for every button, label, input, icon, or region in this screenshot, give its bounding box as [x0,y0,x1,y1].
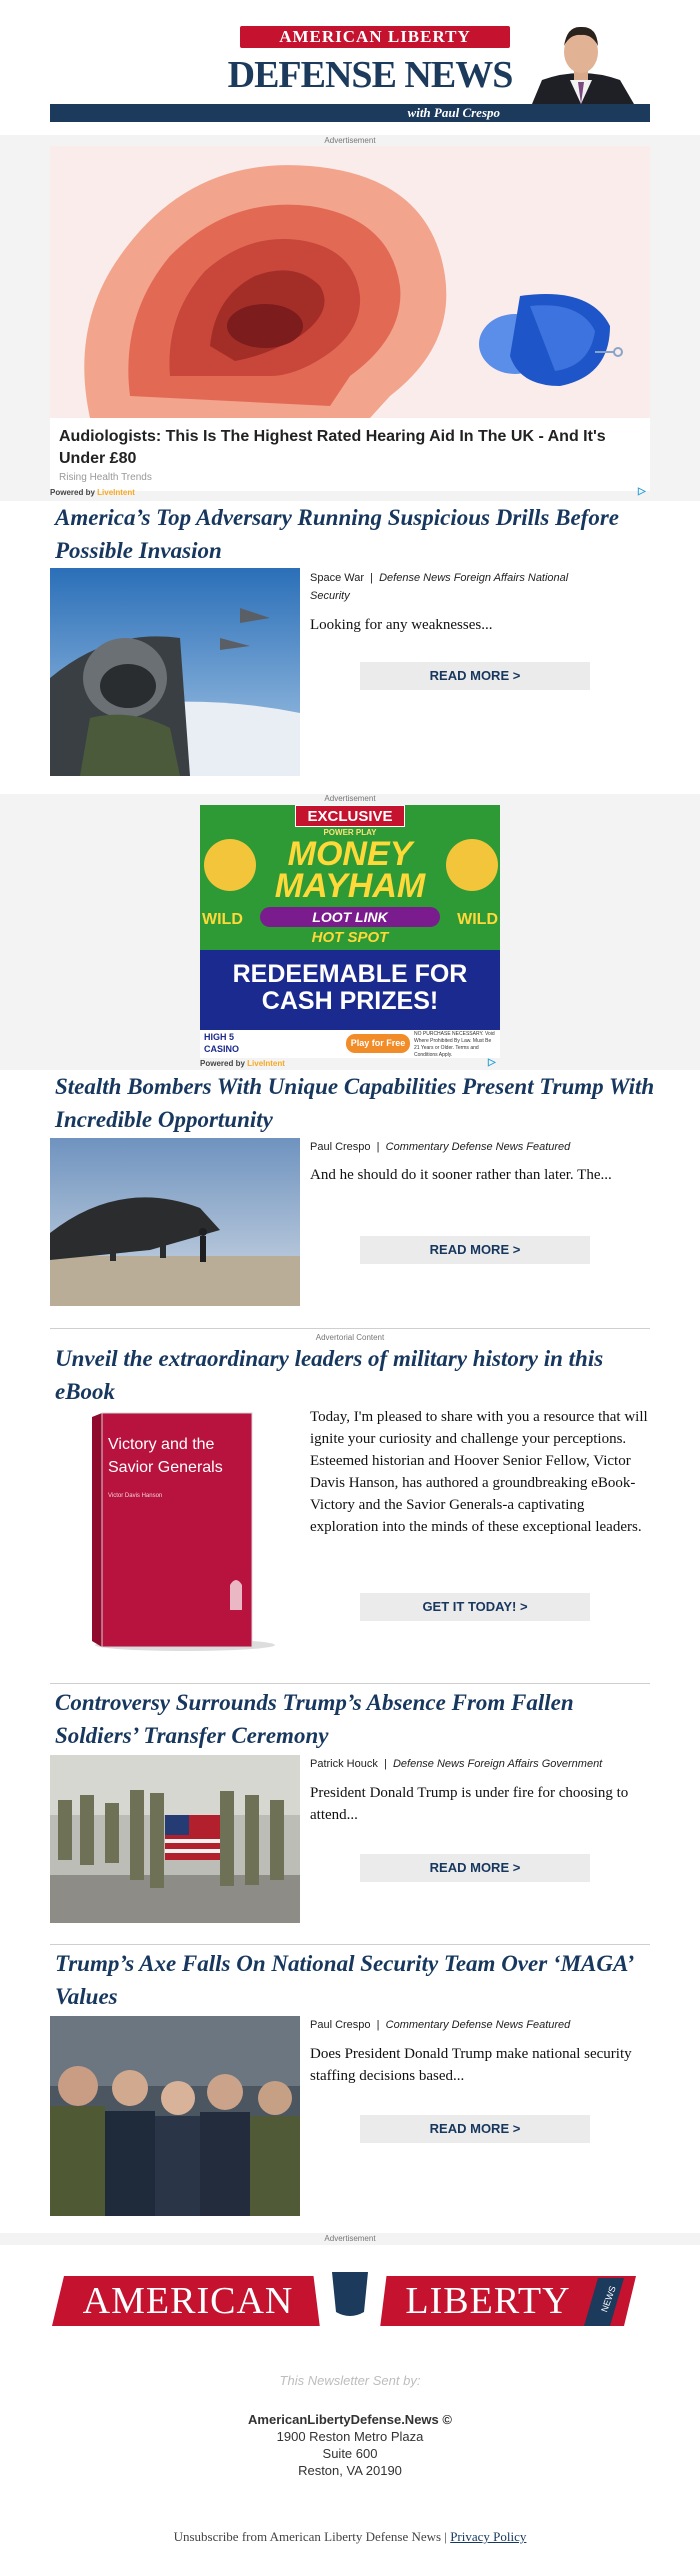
section-divider [50,1683,650,1684]
footer-logo-right: LIBERTY [405,2280,571,2322]
ad-wild-left: WILD [202,911,243,928]
ad-badge: EXCLUSIVE [295,805,405,827]
article-byline: Space War | Defense News Foreign Affairs National Security [310,572,569,602]
hearing-aid-ad[interactable] [50,146,650,491]
article-title[interactable]: Stealth Bombers With Unique Capabilities Present Trump With Incredible Opportunity [55,1074,655,1132]
ad-legal-text: NO PURCHASE NECESSARY. Void Where Prohibited By Law. Must Be 21 Years or Older. Terms and Conditions Apply. [414,1031,495,1058]
footer-address-line2: Suite 600 [322,2446,378,2461]
read-more-button[interactable]: READ MORE > [360,2115,590,2143]
article-image-fighter-pilot[interactable] [50,568,300,776]
ad-label: Advertisement [324,136,376,145]
promo-title[interactable]: Unveil the extraordinary leaders of military history in this eBook [55,1346,604,1404]
article-author: Paul Crespo [310,1141,371,1153]
article-author: Space War [310,572,365,584]
ad-game-line4: HOT SPOT [311,929,389,946]
article-categories: Commentary Defense News Featured [385,1141,571,1153]
footer-logo-left: AMERICAN [82,2280,294,2322]
sent-by-label: This Newsletter Sent by: [279,2373,421,2388]
unsubscribe-link[interactable]: Unsubscribe from American Liberty Defense News [173,2529,442,2544]
ad-source: Rising Health Trends [59,472,152,483]
article-teaser: President Donald Trump is under fire for choosing to attend... [310,1785,629,1823]
ebook-cover-author: Victor Davis Hanson [108,1493,163,1499]
liveintent-brand: LiveIntent [247,1059,285,1068]
header-brand-top: AMERICAN LIBERTY [240,26,510,48]
read-more-button[interactable]: READ MORE > [360,1854,590,1882]
article-author: Patrick Houck [310,1758,378,1770]
article-image-stealth-bomber[interactable] [50,1138,300,1306]
read-more-button[interactable]: READ MORE > [360,1236,590,1264]
article-teaser: Looking for any weaknesses... [310,617,493,633]
section-divider [50,1328,650,1329]
ad-game-line2: MAYHAM [274,867,426,905]
article-title[interactable]: America’s Top Adversary Running Suspicious Drills Before Possible Invasion [55,505,620,563]
article-teaser: Does President Donald Trump make national security staffing decisions based... [310,2046,632,2084]
footer-company: AmericanLibertyDefense.News © [248,2412,452,2427]
header-host-line: with Paul Crespo [407,105,500,120]
article-image-transfer-ceremony[interactable] [50,1755,300,1923]
footer-link-separator: | [444,2529,447,2544]
section-divider [50,1944,650,1945]
article-title[interactable]: Trump’s Axe Falls On National Security Team Over ‘MAGA’ Values [55,1951,633,2009]
powered-by-text: Powered by [50,488,95,497]
article-categories: Defense News Foreign Affairs National Security [310,572,569,602]
adchoices-icon[interactable]: ▷ [638,486,646,497]
article-categories: Commentary Defense News Featured [385,2019,571,2031]
ad-wild-right: WILD [457,911,498,928]
read-more-button[interactable]: READ MORE > [360,662,590,690]
footer-address-line1: 1900 Reston Metro Plaza [276,2429,424,2444]
article-byline: Paul Crespo | Commentary Defense News Featured [310,2019,571,2031]
powered-by-liveintent[interactable] [200,1059,285,1068]
ad-casino-name: HIGH 5 CASINO [204,1032,240,1054]
article-teaser: And he should do it sooner rather than later. The... [310,1167,612,1183]
ad-game-small: POWER PLAY [323,828,377,837]
header-bar [50,104,650,122]
ebook-cover[interactable] [50,1405,300,1655]
article-author: Paul Crespo [310,2019,371,2031]
ad-label: Advertisement [324,794,376,803]
article-byline: Patrick Houck | Defense News Foreign Affairs Government [310,1758,603,1770]
powered-by-liveintent[interactable] [50,488,135,497]
header-brand-main: DEFENSE NEWS [227,54,513,96]
advertorial-label: Advertorial Content [315,1333,385,1342]
ad-label: Advertisement [324,2234,376,2243]
powered-by-text: Powered by [200,1059,245,1068]
article-categories: Defense News Foreign Affairs Government [392,1758,603,1770]
article-image-military-officials[interactable] [50,2016,300,2216]
privacy-policy-link[interactable]: Privacy Policy [450,2529,527,2544]
ad-game-line1: MONEY [287,835,413,873]
ad-headline[interactable]: Audiologists: This Is The Highest Rated Hearing Aid In The UK - And It's Under £80 [59,428,606,467]
adchoices-icon[interactable]: ▷ [488,1057,496,1068]
ad-ear-image [50,146,650,418]
casino-ad[interactable] [200,805,500,1058]
ad-play-button[interactable]: Play for Free [350,1038,406,1048]
article-byline: Paul Crespo | Commentary Defense News Featured [310,1141,571,1153]
ebook-cover-title: Victory and the Savior Generals [108,1436,223,1476]
ad-band-3 [0,2233,700,2245]
footer-logo[interactable] [50,2272,650,2330]
ad-redeem-text: REDEEMABLE FOR CASH PRIZES! [232,960,468,1015]
article-title[interactable]: Controversy Surrounds Trump’s Absence From Fallen Soldiers’ Transfer Ceremony [55,1690,574,1748]
liveintent-brand: LiveIntent [97,488,135,497]
footer-logo-tag: NEWS [599,2284,618,2314]
promo-body: Today, I'm pleased to share with you a resource that will ignite your curiosity and challenge your perceptions. Esteemed historian and Hoover Senior Fellow, Victor Davis Hanson, has authored a groundbreaking eBook-Victory and the Savior Generals-a captivating exploration into the minds of these exceptional leaders. [310,1409,648,1535]
get-it-today-button[interactable]: GET IT TODAY! > [360,1593,590,1621]
footer-links [0,2529,700,2545]
newsletter-header [50,14,650,122]
footer-address-line3: Reston, VA 20190 [298,2463,402,2478]
ad-game-line3: LOOT LINK [260,907,440,927]
host-portrait [512,18,650,104]
